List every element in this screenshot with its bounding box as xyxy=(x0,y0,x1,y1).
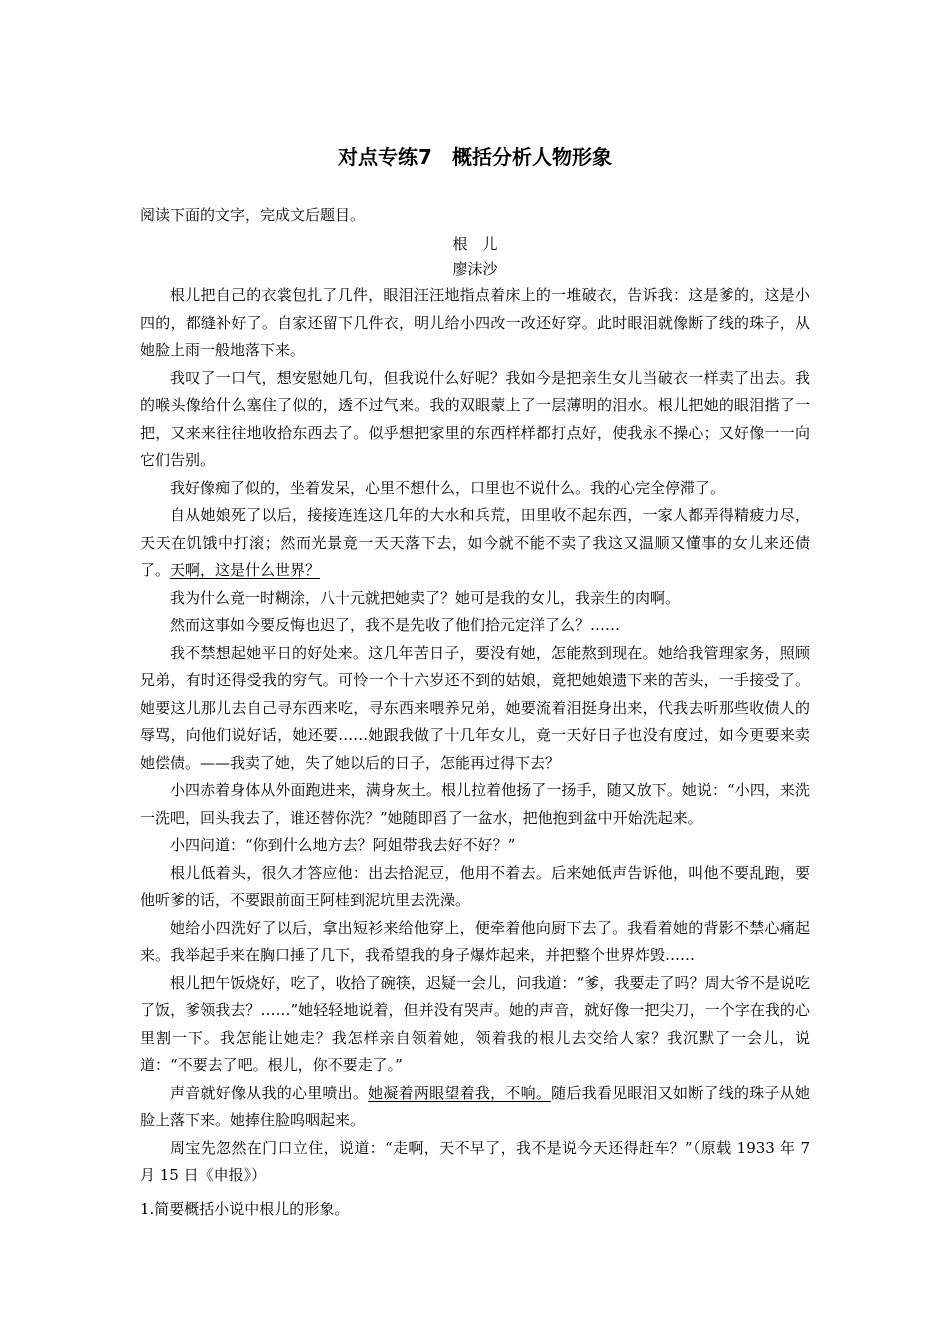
paragraph: 她给小四洗好了以后，拿出短衫来给他穿上，便牵着他向厨下去了。我看着她的背影不禁心痛起来。我举起手来在胸口捶了几下，我希望我的身子爆炸起来，并把整个世界炸毁…… xyxy=(140,918,810,964)
paragraph: 小四赤着身体从外面跑进来，满身灰土。根儿拉着他扬了一扬手，随又放下。她说：“小四，来洗一洗吧，回头我去了，谁还替你洗？”她随即舀了一盆水，把他抱到盆中开始洗起来。 xyxy=(140,781,810,827)
paragraph: 根儿把午饭烧好，吃了，收拾了碗筷，迟疑一会儿，问我道：“爹，我要走了吗？周大爷不是说吃了饭，爹领我去？……”她轻轻地说着，但并没有哭声。她的声音，就好像一把尖刀，一个字在我的心里割一下。我怎能让她走？我怎样亲自领着她，领着我的根儿去交给人家？我沉默了一会儿，说道：“不要去了吧。根儿，你不要走了。” xyxy=(140,973,810,1074)
page-title: 对点专练7 概括分析人物形象 xyxy=(338,145,612,169)
paragraph: 根儿把自己的衣裳包扎了几件，眼泪汪汪地指点着床上的一堆破衣，告诉我：这是爹的，这是小四的，都缝补好了。自家还留下几件衣，明儿给小四改一改还好穿。此时眼泪就像断了线的珠子，从她脸上雨一般地落下来。 xyxy=(140,286,810,359)
story-author: 廖沫沙 xyxy=(452,260,498,278)
paragraph xyxy=(140,502,810,585)
paragraph-text: 声音就好像从我的心里喷出。 xyxy=(170,1083,369,1102)
paragraph: 我为什么竟一时糊涂，八十元就把她卖了？她可是我的女儿，我亲生的肉啊。 xyxy=(170,588,681,607)
underlined-sentence: 天啊，这是什么世界？ xyxy=(170,561,321,579)
paragraph: 周宝先忽然在门口立住，说道：“走啊，天不早了，我不是说今天还得赶车？”（原载 1933 年 7 月 15 日《申报》） xyxy=(140,1138,810,1184)
reading-instruction: 阅读下面的文字，完成文后题目。 xyxy=(140,206,366,224)
paragraph xyxy=(140,1080,810,1135)
paragraph: 小四问道：“你到什么地方去？阿姐带我去好不好？” xyxy=(170,836,516,854)
paragraph: 我好像痴了似的，坐着发呆，心里不想什么，口里也不说什么。我的心完全停滞了。 xyxy=(170,478,726,497)
story-body xyxy=(140,282,810,1190)
paragraph: 我叹了一口气，想安慰她几句，但我说什么好呢？我如今是把亲生女儿当破衣一样卖了出去。我的喉头像给什么塞住了似的，透不过气来。我的双眼蒙上了一层薄明的泪水。根儿把她的眼泪揩了一把，又来来往往地收拾东西去了。似乎想把家里的东西样样都打点好，使我永不操心；又好像一一向它们告别。 xyxy=(140,368,810,469)
paragraph: 然而这事如今要反悔也迟了，我不是先收了他们拾元定洋了么？…… xyxy=(170,616,621,634)
underlined-sentence: 她凝着两眼望着我，不响。 xyxy=(368,1083,552,1102)
paragraph-text: 自从她娘死了以后，接接连连这几年的大水和兵荒，田里收不起东西，一家人都弄得精疲力尽，天天在饥饿中打滚；然而光景竟一天天落下去，如今就不能不卖了我这又温顺又懂事的女儿来还债了。 xyxy=(140,506,810,579)
paragraph: 根儿低着头，很久才答应他：出去拾泥豆，他用不着去。后来她低声告诉他，叫他不要乱跑，要他听爹的话，不要跟前面王阿桂到泥坑里去洗澡。 xyxy=(140,863,810,909)
question-1: 1.简要概括小说中根儿的形象。 xyxy=(140,1200,350,1218)
paragraph: 我不禁想起她平日的好处来。这几年苦日子，要没有她，怎能熬到现在。她给我管理家务，照顾兄弟，有时还得受我的穷气。可怜一个十六岁还不到的姑娘，竟把她娘遗下来的苦头，一手接受了。她要这儿那儿去自己寻东西来吃，寻东西来喂养兄弟，她要流着泪挺身出来，代我去听那些收债人的辱骂，向他们说好话，她还要……她跟我做了十几年女儿，竟一天好日子也没有度过，如今更要来卖她偿债。——我卖了她，失了她以后的日子，怎能再过得下去？ xyxy=(140,643,810,772)
paragraph-text: 随后我看见眼泪又如断了线的珠子从她脸上落下来。她捧住脸呜咽起来。 xyxy=(140,1083,810,1129)
story-title: 根 儿 xyxy=(452,235,498,253)
